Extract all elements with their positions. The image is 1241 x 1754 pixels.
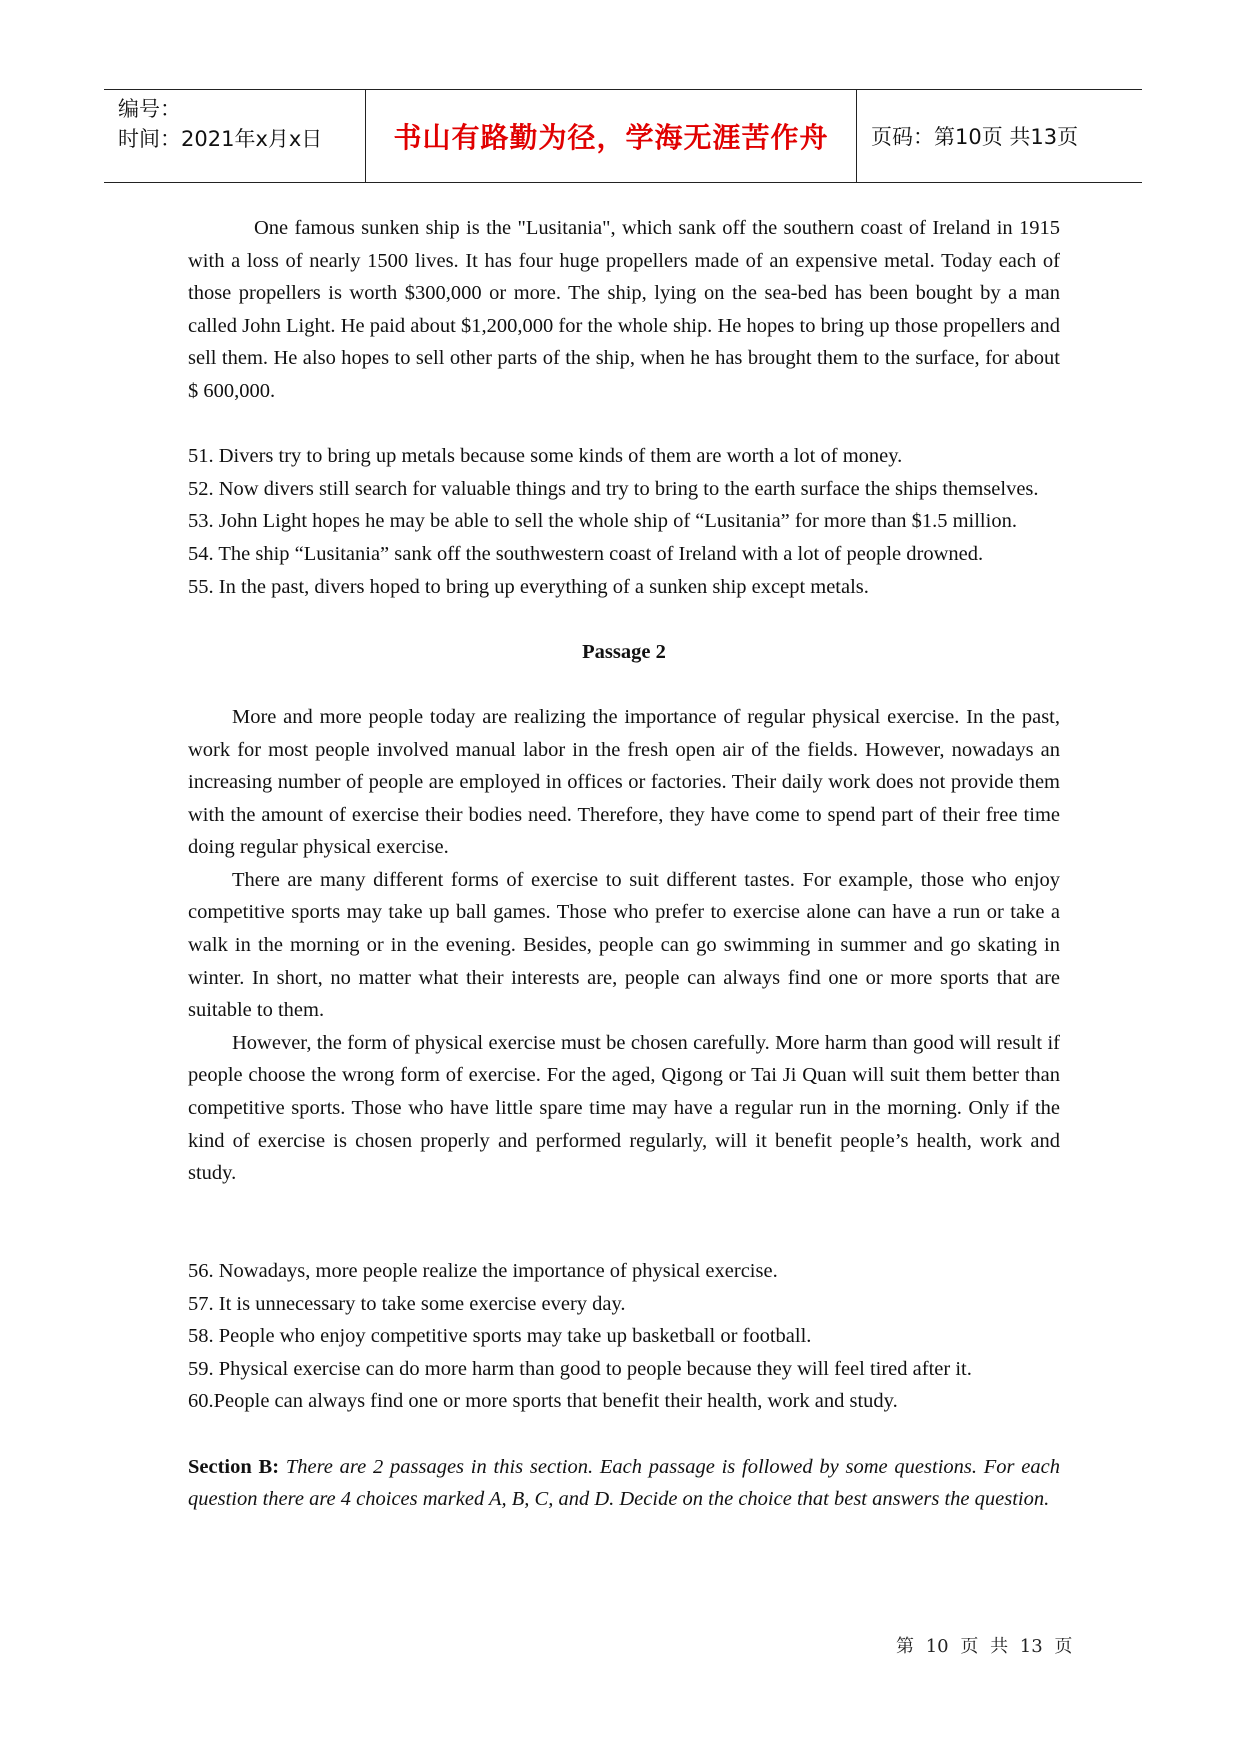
page-footer: 第 10 页 共 13 页 (896, 1636, 1073, 1657)
question-54: 54. The ship “Lusitania” sank off the southwestern coast of Ireland with a lot of people drowned. (188, 542, 984, 565)
question-53: 53. John Light hopes he may be able to sell the whole ship of “Lusitania” for more than $1.5 million. (188, 510, 1017, 533)
header-motto: 书山有路勤为径，学海无涯苦作舟 (366, 90, 857, 182)
section-b-label: Section B: (188, 1455, 280, 1478)
header-time-label: 时间：2021年x月x日 (118, 127, 323, 151)
header-number-label: 编号： (118, 97, 181, 121)
section-b-text: There are 2 passages in this section. Each passage is followed by some questions. For each question there are 4 choices marked A, B, C, and D. Decide on the choice that best answers the question. (188, 1455, 1060, 1511)
question-60: 60.People can always find one or more sports that benefit their health, work and study. (188, 1390, 898, 1413)
page-header (104, 89, 1142, 183)
document-body (188, 212, 1060, 1516)
question-59: 59. Physical exercise can do more harm than good to people because they will feel tired after it. (188, 1357, 972, 1380)
section-b-instructions (188, 1451, 1060, 1516)
header-meta (104, 90, 366, 182)
passage2-paragraph-2: There are many different forms of exercise to suit different tastes. For example, those who enjoy competitive sports may take up ball games. Those who prefer to exercise alone can have a run or take a walk in the morning or in the evening. Besides, people can go swimming in summer and go skating in winter. In short, no matter what their interests are, people can always find one or more sports that are suitable to them. (188, 868, 1060, 1022)
passage1-paragraph: One famous sunken ship is the "Lusitania", which sank off the southern coast of Ireland in 1915 with a loss of nearly 1500 lives. It has four huge propellers made of an expensive metal. Today each of those propellers is worth $300,000 or more. The ship, lying on the sea-bed has been bought by a man called John Light. He paid about $1,200,000 for the whole ship. He hopes to bring up those propellers and sell them. He also hopes to sell other parts of the ship, when he has brought them to the surface, for about $ 600,000. (188, 217, 1060, 402)
passage2-paragraph-1: More and more people today are realizing the importance of regular physical exercise. In the past, work for most people involved manual labor in the fresh open air of the fields. However, nowadays an increasing number of people are employed in offices or factories. Their daily work does not provide them with the amount of exercise their bodies need. Therefore, they have come to spend part of their free time doing regular physical exercise. (188, 705, 1060, 859)
question-56: 56. Nowadays, more people realize the importance of physical exercise. (188, 1260, 778, 1282)
question-52: 52. Now divers still search for valuable things and try to bring to the earth surface the ships themselves. (188, 477, 1039, 500)
passage2-paragraph-3: However, the form of physical exercise must be chosen carefully. More harm than good will result if people choose the wrong form of exercise. For the aged, Qigong or Tai Ji Quan will suit them better than competitive sports. Those who have little spare time may have a regular run in the morning. Only if the kind of exercise is chosen properly and performed regularly, will it benefit people’s health, work and study. (188, 1031, 1060, 1185)
question-55: 55. In the past, divers hoped to bring up everything of a sunken ship except metals. (188, 575, 869, 598)
question-57: 57. It is unnecessary to take some exercise every day. (188, 1292, 626, 1315)
question-58: 58. People who enjoy competitive sports may take up basketball or football. (188, 1325, 812, 1348)
header-page-info: 页码：第10页 共13页 (871, 125, 1079, 149)
question-51: 51. Divers try to bring up metals because some kinds of them are worth a lot of money. (188, 445, 903, 468)
passage2-title: Passage 2 (582, 640, 666, 663)
